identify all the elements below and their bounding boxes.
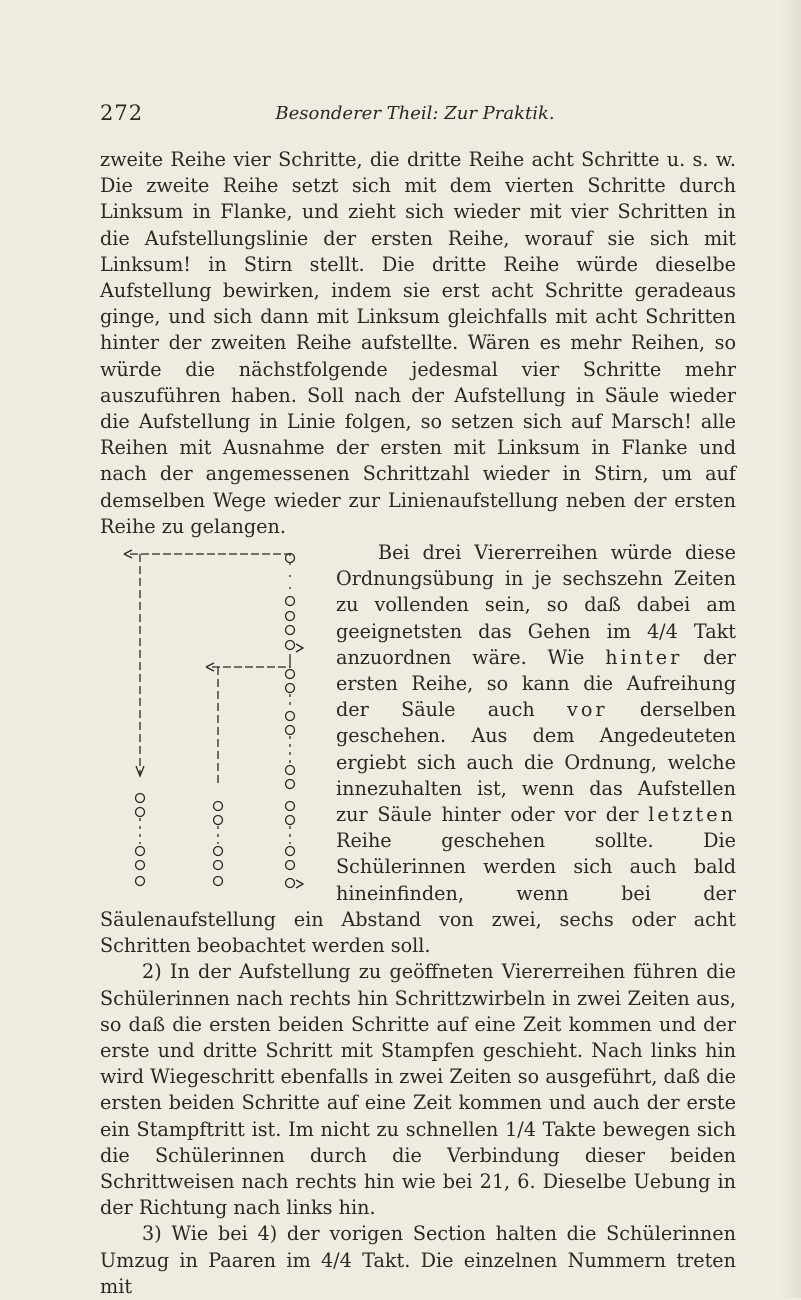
body-text [100,147,736,1300]
paragraph-2-part-e: Reihe geschehen sollte. Die Schülerinnen werden sich auch bald hineinfinden, wenn bei der Säulenaufstellung ein Abstand von zwei, sechs oder acht Schritten beobachtet werden soll. [100,829,736,958]
page-edge-shadow [780,0,801,1298]
paragraph-2-part-b: Takt anzuordnen wäre. Wie [336,619,736,669]
emphasis-hinter: hinter [605,645,683,669]
path-arrow-c2 [296,880,303,888]
paragraph-1: zweite Reihe vier Schritte, die dritte Reihe acht Schritte u. s. w. Die zweite Reihe setzt sich mit dem vierten Schritte durch Linksum in Flanke, und zieht sich wieder mit vier Schritten in die Aufstellungslinie der ersten Reihe, worauf sie sich mit Linksum! in Stirn stellt. Die dritte Reihe würde dieselbe Aufstellung bewirken, indem sie erst acht Schritte geradeaus ginge, und sich dann mit Linksum gleichfalls mit acht Schritten hinter der zweiten Reihe aufstellte. Wären es mehr Reihen, so würde die nächstfolgende jedesmal vier Schritte mehr auszuführen haben. Soll nach der Aufstellung in Säule wieder die Aufstellung in Linie folgen, so setzen sich auf Marsch! alle Reihen mit Ausnahme der ersten mit Linksum in Flanke und nach der angemessenen Schrittzahl wieder in Stirn, um auf demselben Wege wieder zur Linienaufstellung neben der ersten Reihe zu gelangen. [100,148,736,538]
path-arrow-c1 [296,644,303,652]
paragraph-3: 2) In der Aufstellung zu geöffneten Viererreihen führen die Schülerinnen nach rechts hin Schrittzwirbeln in zwei Zeiten aus, so daß die ersten beiden Schritte auf eine Zeit kommen und der erste und dritte Schritt mit Stampfen geschieht. Nach links hin wird Wiegeschritt ebenfalls in zwei Zeiten so ausgeführt, daß die ersten beiden Schritte auf eine Zeit kommen und auch der erste ein Stampftritt ist. Im nicht zu schnellen 1/4 Takte bewegen sich die Schülerinnen durch die Verbindung dieser beiden Schrittweisen nach rechts hin wie bei 21, 6. Dieselbe Uebung in der Richtung nach links hin. [100,960,736,1220]
paragraph-4: 3) Wie bei 4) der vorigen Section halten die Schülerinnen Umzug in Paaren im 4/4 Takt. Die einzelnen Nummern treten mit [100,1222,736,1298]
page-number: 272 [100,101,144,125]
column-ab-ticks [140,818,218,844]
column-a-circles [136,794,145,886]
paragraph-2-part-c: der ersten Reihe, so kann die Aufreihung der Säule auch [336,645,736,722]
formation-diagram-svg [100,544,336,900]
paragraph-2-part-a: Bei drei Viererreihen würde diese Ordnungsübung in je sechszehn Zeiten zu vollenden sein, so daß dabei am geeignetsten das Gehen im [336,541,736,643]
emphasis-vor: vor [566,698,608,722]
paragraph-2-part-d: derselben geschehen. Aus dem Angedeuteten ergiebt sich auch die Ordnung, welche innezuhalten ist, wenn das Aufstellen zur Säule hinter oder vor der [336,698,736,827]
time-signature-fraction: 4/4 [646,619,678,643]
column-c-circles [286,554,295,888]
emphasis-letzten: letzten [648,803,736,827]
page-header [100,101,730,135]
formation-diagram [100,544,336,900]
running-head: Besonderer Theil: Zur Praktik. [275,103,555,124]
